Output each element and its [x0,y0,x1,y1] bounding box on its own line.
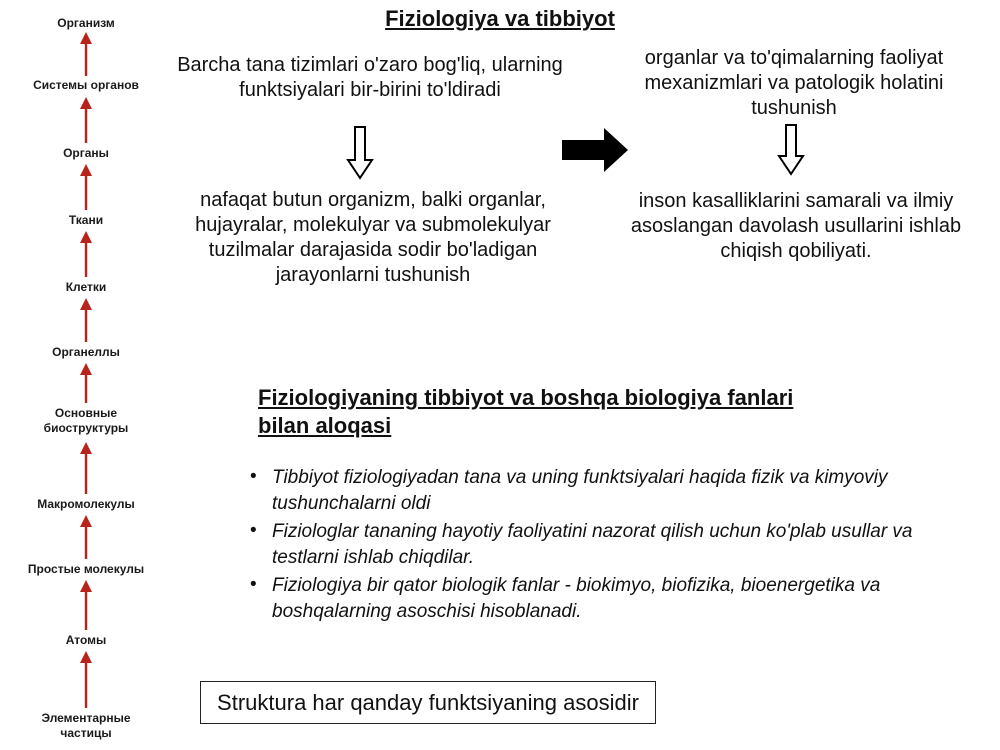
hierarchy-level-organs: Органы [63,146,109,160]
up-arrow-icon [79,651,93,708]
page-title: Fiziologiya va tibbiyot [385,6,615,31]
bullet-icon: • [250,520,257,541]
boxed-statement-text: Struktura har qanday funktsiyaning asosidir [217,690,639,715]
right-arrow-icon [562,128,628,172]
hierarchy-level-atoms: Атомы [65,633,107,647]
hierarchy-level-elementary-particles [0,711,172,741]
bullet-text: Fiziologiya bir qator biologik fanlar - biokimyo, biofizika, bioenergetika va boshqalarning asoschisi hisoblanadi. [272,575,881,622]
down-arrow-icon [346,126,374,180]
section-title: Fiziologiyaning tibbiyot va boshqa biologiya fanlari bilan aloqasi [258,385,794,438]
up-arrow-icon [79,97,93,143]
hierarchy-level-macromolecules: Макромолекулы [37,497,135,511]
up-arrow-icon [79,298,93,342]
hierarchy-level-organism: Организм [57,16,115,30]
down-arrow-icon [777,124,805,176]
list-item [244,465,974,517]
hierarchy-level-tissues: Ткани [68,213,104,227]
hierarchy-level-biostructures-text: Основные биоструктуры [43,406,129,435]
up-arrow-icon [79,32,93,76]
bullet-list [244,465,974,627]
up-arrow-icon [79,164,93,210]
left-top-text: Barcha tana tizimlari o'zaro bog'liq, ularning funktsiyalari bir-birini to'ldiradi [177,54,563,101]
up-arrow-icon [79,580,93,630]
hierarchy-level-cells: Клетки [65,280,107,294]
bullet-icon: • [250,574,257,595]
up-arrow-icon [79,363,93,403]
bullet-text: Fiziologlar tananing hayotiy faoliyatini nazorat qilish uchun ko'plab usullar va testlarni ishlab chiqdilar. [272,521,913,568]
hierarchy-level-simple-molecules: Простые молекулы [27,562,145,576]
list-item [244,519,974,571]
right-top-text: organlar va to'qimalarning faoliyat mexanizmlari va patologik holatini tushunish [644,47,944,119]
up-arrow-icon [79,231,93,277]
left-bottom-text: nafaqat butun organizm, balki organlar, hujayralar, molekulyar va submolekulyar tuzilmalar darajasida sodir bo'ladigan jarayonlarni tushunish [195,189,551,286]
bullet-icon: • [250,466,257,487]
up-arrow-icon [79,442,93,494]
hierarchy-level-organelles: Органеллы [52,345,120,359]
up-arrow-icon [79,515,93,559]
right-bottom-text: inson kasalliklarini samarali va ilmiy asoslangan davolash usullarini ishlab chiqish qobiliyati. [630,190,962,262]
hierarchy-level-biostructures [0,406,172,436]
hierarchy-level-organ-systems: Системы органов [33,78,139,92]
hierarchy-level-elementary-particles-text: Элементарные частицы [41,711,131,740]
list-item [244,573,974,625]
bullet-text: Tibbiyot fiziologiyadan tana va uning funktsiyalari haqida fizik va kimyoviy tushunchalarni oldi [272,467,888,514]
